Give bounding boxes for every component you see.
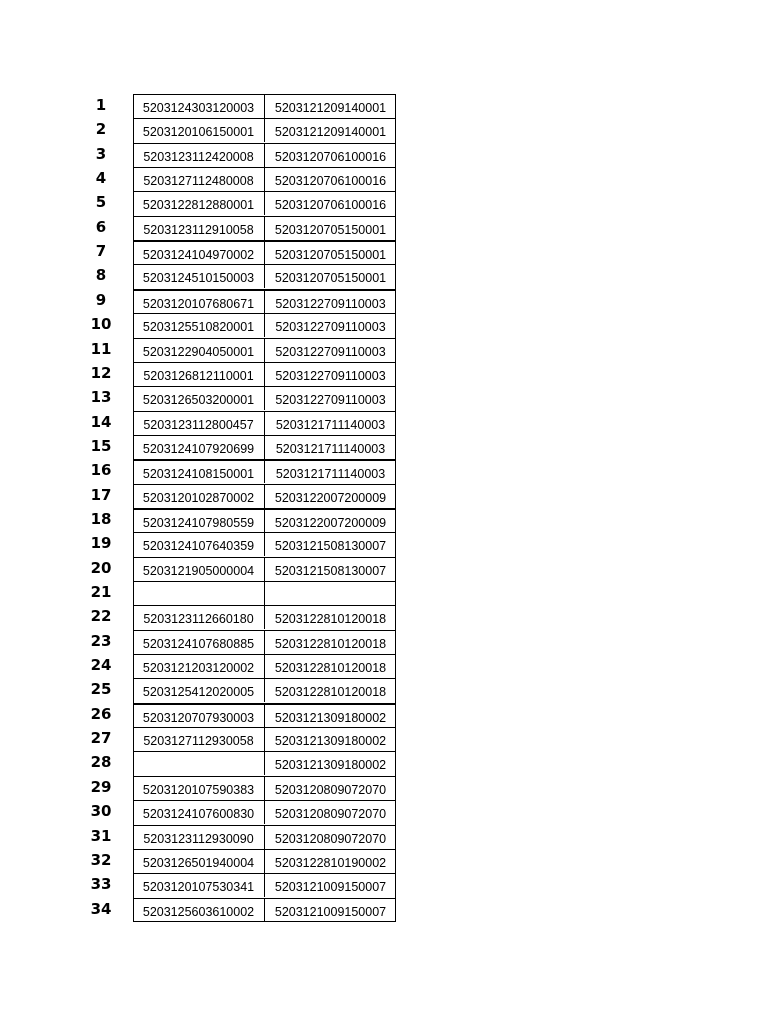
id-cell-col1: 5203124108150001 (133, 459, 264, 483)
row-number: 29 (90, 778, 112, 796)
id-cell-col2: 5203122007200009 (264, 484, 396, 508)
id-cell-col2: 5203122810190002 (264, 849, 396, 873)
row-number: 16 (90, 461, 112, 479)
id-cell-col2: 5203121209140001 (264, 94, 396, 118)
row-number: 19 (90, 534, 112, 552)
row-number: 21 (90, 583, 112, 601)
id-cell-col1: 5203124104970002 (133, 240, 264, 264)
id-cell-col2: 5203122709110003 (264, 362, 396, 386)
id-cell-col2: 5203122709110003 (264, 313, 396, 337)
id-cell-col1: 5203123112660180 (133, 605, 264, 629)
id-cell-col1: 5203121203120002 (133, 654, 264, 678)
row-number: 10 (90, 315, 112, 333)
id-cell-col1: 5203120106150001 (133, 118, 264, 142)
row-number: 2 (95, 120, 107, 138)
id-cell-col2: 5203121711140003 (264, 459, 396, 483)
row-number: 27 (90, 729, 112, 747)
row-number: 13 (90, 388, 112, 406)
id-cell-col2: 5203122810120018 (264, 654, 396, 678)
id-cell-col2: 5203122810120018 (264, 630, 396, 654)
row-number: 4 (95, 169, 107, 187)
id-cell-col2: 5203120705150001 (264, 264, 396, 288)
id-cell-col2: 5203121009150007 (264, 898, 396, 922)
id-cell-col2: 5203122810120018 (264, 678, 396, 702)
id-cell-col1: 5203124107600830 (133, 800, 264, 824)
row-number: 22 (90, 607, 112, 625)
id-cell-col1: 5203122812880001 (133, 191, 264, 215)
row-number: 28 (90, 753, 112, 771)
row-number: 34 (90, 900, 112, 918)
id-cell-col1: 5203127112480008 (133, 167, 264, 191)
row-number: 9 (95, 291, 107, 309)
id-cell-col1: 5203120107680671 (133, 289, 264, 313)
row-number: 33 (90, 875, 112, 893)
id-cell-col2: 5203121309180002 (264, 751, 396, 775)
id-cell-col2: 5203121508130007 (264, 557, 396, 581)
id-cell-col1 (133, 581, 264, 605)
id-cell-col2 (264, 581, 396, 605)
id-cell-col2: 5203121009150007 (264, 873, 396, 897)
id-cell-col2: 5203120705150001 (264, 240, 396, 264)
id-cell-col1: 5203120707930003 (133, 703, 264, 727)
id-cell-col1: 5203125412020005 (133, 678, 264, 702)
id-cell-col2: 5203121309180002 (264, 703, 396, 727)
row-number: 20 (90, 559, 112, 577)
id-cell-col1: 5203123112930090 (133, 825, 264, 849)
id-cell-col1: 5203125603610002 (133, 898, 264, 922)
row-number: 32 (90, 851, 112, 869)
id-cell-col2: 5203122709110003 (264, 338, 396, 362)
id-cell-col1 (133, 751, 264, 775)
id-cell-col1: 5203124107640359 (133, 532, 264, 556)
id-cell-col1: 5203127112930058 (133, 727, 264, 751)
id-cell-col2: 5203120706100016 (264, 167, 396, 191)
row-number: 14 (90, 413, 112, 431)
row-number: 8 (95, 266, 107, 284)
id-cell-col2: 5203122709110003 (264, 289, 396, 313)
row-number: 24 (90, 656, 112, 674)
id-cell-col1: 5203125510820001 (133, 313, 264, 337)
row-number: 7 (95, 242, 107, 260)
id-cell-col1: 5203121905000004 (133, 557, 264, 581)
id-cell-col2: 5203120706100016 (264, 191, 396, 215)
id-cell-col1: 5203126503200001 (133, 386, 264, 410)
row-number: 11 (90, 340, 112, 358)
id-cell-col1: 5203124303120003 (133, 94, 264, 118)
id-cell-col1: 5203123112910058 (133, 216, 264, 240)
id-cell-col2: 5203120705150001 (264, 216, 396, 240)
row-number: 17 (90, 486, 112, 504)
row-number: 31 (90, 827, 112, 845)
row-number: 3 (95, 145, 107, 163)
id-cell-col2: 5203121309180002 (264, 727, 396, 751)
id-cell-col2: 5203121711140003 (264, 411, 396, 435)
id-cell-col2: 5203120706100016 (264, 143, 396, 167)
row-number: 15 (90, 437, 112, 455)
row-number: 1 (95, 96, 107, 114)
id-cell-col2: 5203121711140003 (264, 435, 396, 459)
row-number: 25 (90, 680, 112, 698)
id-cell-col2: 5203122007200009 (264, 508, 396, 532)
id-cell-col1: 5203120107530341 (133, 873, 264, 897)
id-cell-col2: 5203120809072070 (264, 776, 396, 800)
row-number: 26 (90, 705, 112, 723)
id-cell-col1: 5203124107980559 (133, 508, 264, 532)
id-cell-col1: 5203123112800457 (133, 411, 264, 435)
id-cell-col2: 5203120809072070 (264, 825, 396, 849)
id-cell-col1: 5203124510150003 (133, 264, 264, 288)
row-number: 30 (90, 802, 112, 820)
id-cell-col2: 5203120809072070 (264, 800, 396, 824)
id-cell-col1: 5203120102870002 (133, 484, 264, 508)
row-number: 18 (90, 510, 112, 528)
id-cell-col2: 5203121209140001 (264, 118, 396, 142)
id-cell-col1: 5203126812110001 (133, 362, 264, 386)
row-number: 23 (90, 632, 112, 650)
id-cell-col1: 5203122904050001 (133, 338, 264, 362)
id-cell-col2: 5203122810120018 (264, 605, 396, 629)
id-cell-col1: 5203126501940004 (133, 849, 264, 873)
row-number: 12 (90, 364, 112, 382)
id-cell-col1: 5203124107680885 (133, 630, 264, 654)
id-cell-col1: 5203123112420008 (133, 143, 264, 167)
row-number: 6 (95, 218, 107, 236)
id-cell-col1: 5203120107590383 (133, 776, 264, 800)
row-number: 5 (95, 193, 107, 211)
id-cell-col2: 5203121508130007 (264, 532, 396, 556)
id-cell-col1: 5203124107920699 (133, 435, 264, 459)
id-cell-col2: 5203122709110003 (264, 386, 396, 410)
